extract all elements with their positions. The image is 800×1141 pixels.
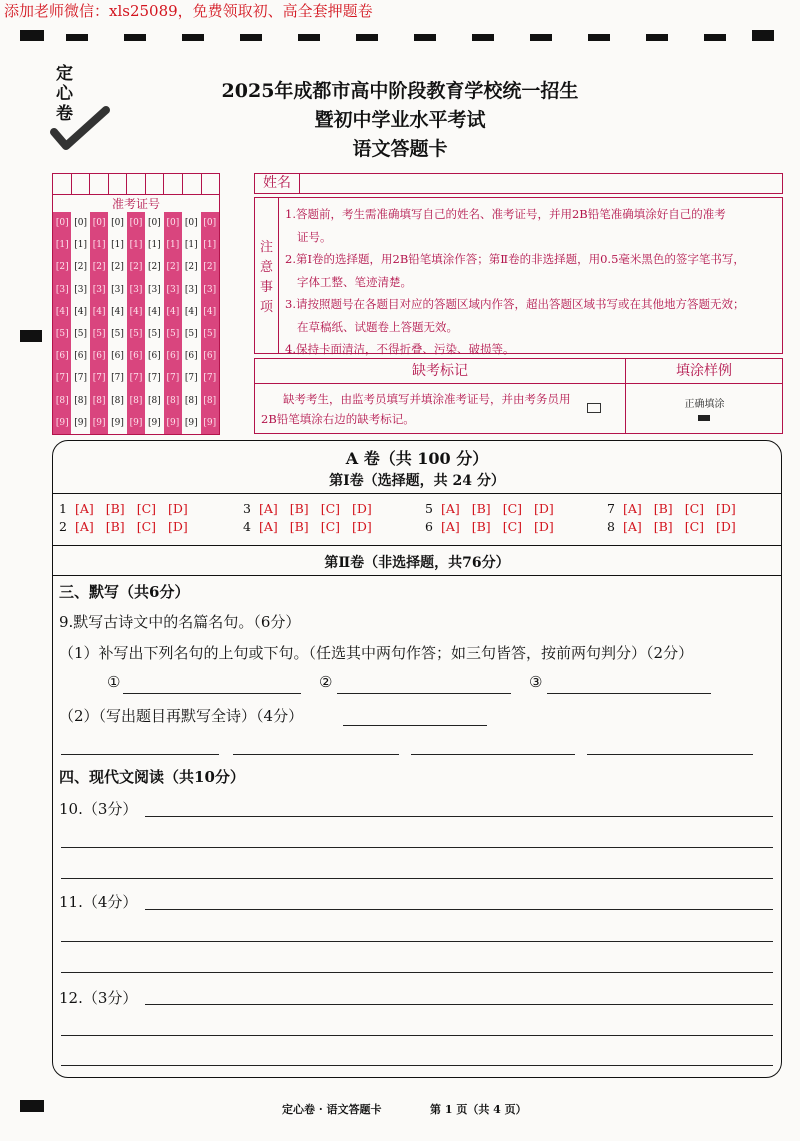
mc-option-bubble[interactable]: [C] xyxy=(320,501,341,516)
exam-id-boxes[interactable] xyxy=(53,174,219,195)
mc-option-bubble[interactable]: [A] xyxy=(440,519,460,534)
id-digit-bubble[interactable]: [3] xyxy=(148,284,161,295)
id-digit-bubble[interactable]: [6] xyxy=(92,351,106,362)
id-digit-bubble[interactable]: [1] xyxy=(55,240,69,251)
question-10: 10.（3分） xyxy=(59,800,138,818)
mc-question xyxy=(607,501,748,516)
answer-line[interactable] xyxy=(411,754,575,755)
note-item: 3.请按照题号在各题目对应的答题区域内作答，超出答题区域书写或在其他地方答题无效； xyxy=(285,297,745,311)
id-digit-bubble[interactable]: [3] xyxy=(55,284,69,295)
id-digit-bubble[interactable]: [0] xyxy=(184,218,198,229)
answer-line[interactable] xyxy=(123,693,301,694)
id-digit-bubble[interactable]: [5] xyxy=(184,329,198,340)
id-digit-bubble[interactable]: [8] xyxy=(74,395,88,406)
id-digit-bubble[interactable]: [7] xyxy=(129,373,143,384)
mc-option-bubble[interactable]: [C] xyxy=(502,501,523,516)
answer-line[interactable] xyxy=(343,725,487,726)
id-digit-bubble[interactable]: [7] xyxy=(184,373,198,384)
note-item: 1.答题前，考生需准确填写自己的姓名、准考证号，并用2B铅笔准确填涂好自己的准考 xyxy=(285,207,726,221)
id-digit-bubble[interactable]: [9] xyxy=(111,417,124,428)
id-digit-bubble[interactable]: [3] xyxy=(184,284,198,295)
exam-id-column xyxy=(71,212,89,434)
answer-line[interactable] xyxy=(61,754,219,755)
mc-question-number: 2 xyxy=(59,519,67,534)
id-digit-bubble[interactable]: [2] xyxy=(111,262,124,273)
mc-question-number: 1 xyxy=(59,501,67,516)
id-digit-bubble[interactable]: [0] xyxy=(74,218,88,229)
exam-id-column xyxy=(90,212,108,434)
mc-question-number: 8 xyxy=(607,519,615,534)
id-digit-bubble[interactable]: [4] xyxy=(111,306,124,317)
blank-label-1: ① xyxy=(107,673,121,691)
id-digit-bubble[interactable]: [5] xyxy=(148,329,161,340)
id-digit-bubble[interactable]: [4] xyxy=(203,306,217,317)
id-digit-bubble[interactable]: [6] xyxy=(55,351,69,362)
id-digit-bubble[interactable]: [6] xyxy=(148,351,161,362)
id-digit-bubble[interactable]: [3] xyxy=(92,284,106,295)
answer-line[interactable] xyxy=(547,693,711,694)
mc-option-bubble[interactable]: [B] xyxy=(289,501,309,516)
id-digit-bubble[interactable]: [2] xyxy=(55,262,69,273)
id-digit-bubble[interactable]: [6] xyxy=(203,351,217,362)
answer-line[interactable] xyxy=(145,1004,773,1005)
id-digit-bubble[interactable]: [2] xyxy=(203,262,217,273)
id-digit-bubble[interactable]: [8] xyxy=(55,395,69,406)
sample-label: 正确填涂 xyxy=(684,399,725,410)
mc-option-bubble[interactable]: [B] xyxy=(105,501,125,516)
answer-line[interactable] xyxy=(61,941,773,942)
blank-label-3: ③ xyxy=(529,673,543,691)
id-digit-bubble[interactable]: [8] xyxy=(166,395,180,406)
question-9: 9.默写古诗文中的名篇名句。（6分） xyxy=(59,613,301,631)
notes-heading-text: 注意事项 xyxy=(259,240,273,315)
note-item: 在草稿纸、试题卷上答题无效。 xyxy=(297,319,458,334)
id-digit-bubble[interactable]: [9] xyxy=(92,417,106,428)
part2-title: 第Ⅱ卷（非选择题，共76分） xyxy=(324,555,510,571)
answer-line[interactable] xyxy=(233,754,399,755)
exam-id-column xyxy=(145,212,163,434)
mc-option-bubble[interactable]: [A] xyxy=(74,519,94,534)
id-digit-bubble[interactable]: [9] xyxy=(148,417,161,428)
id-digit-bubble[interactable]: [6] xyxy=(184,351,198,362)
id-digit-bubble[interactable]: [5] xyxy=(129,329,143,340)
absent-checkbox[interactable] xyxy=(587,403,601,413)
blank-label-2: ② xyxy=(319,673,333,691)
id-digit-bubble[interactable]: [2] xyxy=(184,262,198,273)
mc-option-bubble[interactable]: [B] xyxy=(289,519,309,534)
mc-option-bubble[interactable]: [D] xyxy=(534,519,554,534)
mc-option-bubble[interactable]: [D] xyxy=(168,501,188,516)
id-digit-bubble[interactable]: [0] xyxy=(129,218,143,229)
id-digit-bubble[interactable]: [9] xyxy=(55,417,69,428)
answer-line[interactable] xyxy=(145,909,773,910)
id-digit-bubble[interactable]: [6] xyxy=(166,351,180,362)
mc-option-bubble[interactable]: [A] xyxy=(258,519,278,534)
id-digit-bubble[interactable]: [1] xyxy=(166,240,180,251)
id-digit-bubble[interactable]: [5] xyxy=(166,329,180,340)
mc-question xyxy=(425,519,566,534)
note-item: 字体工整、笔迹清楚。 xyxy=(297,274,412,289)
id-digit-bubble[interactable]: [4] xyxy=(148,306,161,317)
exam-subtitle: 暨初中学业水平考试 xyxy=(314,109,486,131)
sample-filled-mark xyxy=(698,415,710,421)
mc-question xyxy=(59,519,200,534)
question-9-1: （1）补写出下列名句的上句或下句。（任选其中两句作答；如三句皆答，按前两句判分）（2分） xyxy=(59,644,694,662)
exam-id-label: 准考证号 xyxy=(111,197,160,211)
id-digit-bubble[interactable]: [3] xyxy=(166,284,180,295)
id-digit-bubble[interactable]: [4] xyxy=(166,306,180,317)
mc-option-bubble[interactable]: [D] xyxy=(716,519,736,534)
id-digit-bubble[interactable]: [0] xyxy=(203,218,217,229)
id-digit-bubble[interactable]: [9] xyxy=(129,417,143,428)
id-digit-bubble[interactable]: [8] xyxy=(203,395,217,406)
id-digit-bubble[interactable]: [4] xyxy=(74,306,88,317)
mc-option-bubble[interactable]: [D] xyxy=(352,519,372,534)
exam-id-column xyxy=(164,212,182,434)
answer-line[interactable] xyxy=(337,693,511,694)
mc-option-bubble[interactable]: [B] xyxy=(105,519,125,534)
question-12: 12.（3分） xyxy=(59,989,138,1007)
id-digit-bubble[interactable]: [8] xyxy=(111,395,124,406)
mc-option-bubble[interactable]: [B] xyxy=(653,501,673,516)
id-digit-bubble[interactable]: [7] xyxy=(166,373,180,384)
exam-id-column xyxy=(201,212,219,434)
mc-question xyxy=(607,519,748,534)
mc-option-bubble[interactable]: [C] xyxy=(320,519,341,534)
id-digit-bubble[interactable]: [6] xyxy=(129,351,143,362)
id-digit-bubble[interactable]: [7] xyxy=(55,373,69,384)
note-item: 2.第Ⅰ卷的选择题，用2B铅笔填涂作答；第Ⅱ卷的非选择题，用0.5毫米黑色的签字笔书写， xyxy=(285,252,745,266)
mc-option-bubble[interactable]: [C] xyxy=(136,519,157,534)
id-digit-bubble[interactable]: [3] xyxy=(203,284,217,295)
answer-line[interactable] xyxy=(61,878,773,879)
id-digit-bubble[interactable]: [1] xyxy=(148,240,161,251)
answer-line[interactable] xyxy=(61,1065,773,1066)
id-digit-bubble[interactable]: [0] xyxy=(55,218,69,229)
mc-question-number: 5 xyxy=(425,501,433,516)
mc-row xyxy=(59,519,779,535)
exam-id-grid xyxy=(52,173,220,435)
id-digit-bubble[interactable]: [3] xyxy=(111,284,124,295)
notes-list xyxy=(285,203,779,361)
mc-question-number: 3 xyxy=(243,501,251,516)
mc-option-bubble[interactable]: [A] xyxy=(258,501,278,516)
note-item: 4.保持卡面清洁，不得折叠、污染、破损等。 xyxy=(285,342,515,356)
id-digit-bubble[interactable]: [1] xyxy=(111,240,124,251)
mc-option-bubble[interactable]: [D] xyxy=(716,501,736,516)
exam-id-column xyxy=(53,212,71,434)
answer-line[interactable] xyxy=(587,754,753,755)
notes-box xyxy=(254,197,783,354)
mc-option-bubble[interactable]: [B] xyxy=(653,519,673,534)
id-digit-bubble[interactable]: [8] xyxy=(148,395,161,406)
mc-option-bubble[interactable]: [A] xyxy=(622,501,642,516)
id-digit-bubble[interactable]: [1] xyxy=(203,240,217,251)
id-digit-bubble[interactable]: [7] xyxy=(203,373,217,384)
id-digit-bubble[interactable]: [0] xyxy=(148,218,161,229)
mc-question-number: 7 xyxy=(607,501,615,516)
id-digit-bubble[interactable]: [1] xyxy=(184,240,198,251)
section4-title: 四、现代文阅读（共10分） xyxy=(59,768,245,786)
id-digit-bubble[interactable]: [9] xyxy=(74,417,88,428)
id-digit-bubble[interactable]: [5] xyxy=(203,329,217,340)
answer-line[interactable] xyxy=(61,847,773,848)
mc-option-bubble[interactable]: [B] xyxy=(471,519,491,534)
id-digit-bubble[interactable]: [2] xyxy=(148,262,161,273)
mc-question xyxy=(243,501,384,516)
id-digit-bubble[interactable]: [5] xyxy=(74,329,88,340)
id-digit-bubble[interactable]: [0] xyxy=(166,218,180,229)
mc-question xyxy=(243,519,384,534)
mc-option-bubble[interactable]: [A] xyxy=(622,519,642,534)
footer-brand: 定心卷 · 语文答题卡 xyxy=(282,1103,382,1116)
mc-option-bubble[interactable]: [A] xyxy=(74,501,94,516)
id-digit-bubble[interactable]: [6] xyxy=(111,351,124,362)
exam-title: 2025年成都市高中阶段教育学校统一招生 xyxy=(221,80,579,102)
mc-question xyxy=(59,501,200,516)
mc-option-bubble[interactable]: [D] xyxy=(168,519,188,534)
section3-title: 三、默写（共6分） xyxy=(59,583,190,601)
id-digit-bubble[interactable]: [8] xyxy=(129,395,143,406)
id-digit-bubble[interactable]: [2] xyxy=(92,262,106,273)
id-digit-bubble[interactable]: [5] xyxy=(111,329,124,340)
question-11: 11.（4分） xyxy=(59,893,138,911)
mc-question-number: 6 xyxy=(425,519,433,534)
id-digit-bubble[interactable]: [2] xyxy=(74,262,88,273)
section-a-title: A 卷（共 100 分） xyxy=(345,449,489,468)
id-digit-bubble[interactable]: [0] xyxy=(92,218,106,229)
id-digit-bubble[interactable]: [4] xyxy=(184,306,198,317)
id-digit-bubble[interactable]: [7] xyxy=(148,373,161,384)
answer-line[interactable] xyxy=(61,1035,773,1036)
id-digit-bubble[interactable]: [5] xyxy=(92,329,106,340)
mc-option-bubble[interactable]: [C] xyxy=(136,501,157,516)
note-item: 证号。 xyxy=(297,229,332,244)
answer-line[interactable] xyxy=(61,972,773,973)
sample-heading: 填涂样例 xyxy=(626,359,782,384)
id-digit-bubble[interactable]: [4] xyxy=(92,306,106,317)
watermark-text: 添加老师微信：xls25089，免费领取初、高全套押题卷 xyxy=(4,2,373,20)
mc-question xyxy=(425,501,566,516)
id-digit-bubble[interactable]: [5] xyxy=(55,329,69,340)
exam-id-column xyxy=(108,212,126,434)
mc-option-bubble[interactable]: [C] xyxy=(502,519,523,534)
id-digit-bubble[interactable]: [9] xyxy=(203,417,217,428)
mc-option-bubble[interactable]: [D] xyxy=(352,501,372,516)
exam-id-column xyxy=(182,212,200,434)
id-digit-bubble[interactable]: [9] xyxy=(184,417,198,428)
absent-box xyxy=(254,358,783,434)
mc-option-bubble[interactable]: [C] xyxy=(684,519,705,534)
id-digit-bubble[interactable]: [7] xyxy=(111,373,124,384)
section-a xyxy=(52,440,782,1078)
id-digit-bubble[interactable]: [4] xyxy=(55,306,69,317)
id-digit-bubble[interactable]: [3] xyxy=(129,284,143,295)
mc-question-number: 4 xyxy=(243,519,251,534)
id-digit-bubble[interactable]: [7] xyxy=(74,373,88,384)
absent-heading: 缺考标记 xyxy=(255,359,626,384)
notes-heading xyxy=(255,198,279,353)
name-label: 姓名 xyxy=(255,174,300,193)
logo-text: 定心卷 xyxy=(56,64,73,124)
page-number: 第 1 页（共 4 页） xyxy=(430,1103,527,1116)
mc-option-bubble[interactable]: [B] xyxy=(471,501,491,516)
mc-option-bubble[interactable]: [D] xyxy=(534,501,554,516)
id-digit-bubble[interactable]: [9] xyxy=(166,417,180,428)
name-field[interactable] xyxy=(254,173,783,194)
part1-title: 第Ⅰ卷（选择题，共 24 分） xyxy=(329,473,505,489)
id-digit-bubble[interactable]: [2] xyxy=(166,262,180,273)
id-digit-bubble[interactable]: [3] xyxy=(74,284,88,295)
question-9-2: （2）（写出题目再默写全诗）（4分） xyxy=(59,707,304,725)
mc-row xyxy=(59,501,779,517)
exam-id-column xyxy=(127,212,145,434)
id-digit-bubble[interactable]: [1] xyxy=(92,240,106,251)
mc-option-bubble[interactable]: [C] xyxy=(684,501,705,516)
id-digit-bubble[interactable]: [6] xyxy=(74,351,88,362)
id-digit-bubble[interactable]: [7] xyxy=(92,373,106,384)
id-digit-bubble[interactable]: [8] xyxy=(184,395,198,406)
mc-option-bubble[interactable]: [A] xyxy=(440,501,460,516)
id-digit-bubble[interactable]: [4] xyxy=(129,306,143,317)
absent-instructions: 缺考考生，由监考员填写并填涂准考证号，并由考务员用2B铅笔填涂右边的缺考标记。 xyxy=(261,392,571,426)
id-digit-bubble[interactable]: [8] xyxy=(92,395,106,406)
answer-line[interactable] xyxy=(145,816,773,817)
answer-card-title: 语文答题卡 xyxy=(352,138,448,160)
id-digit-bubble[interactable]: [1] xyxy=(129,240,143,251)
id-digit-bubble[interactable]: [1] xyxy=(74,240,88,251)
id-digit-bubble[interactable]: [0] xyxy=(111,218,124,229)
id-digit-bubble[interactable]: [2] xyxy=(129,262,143,273)
